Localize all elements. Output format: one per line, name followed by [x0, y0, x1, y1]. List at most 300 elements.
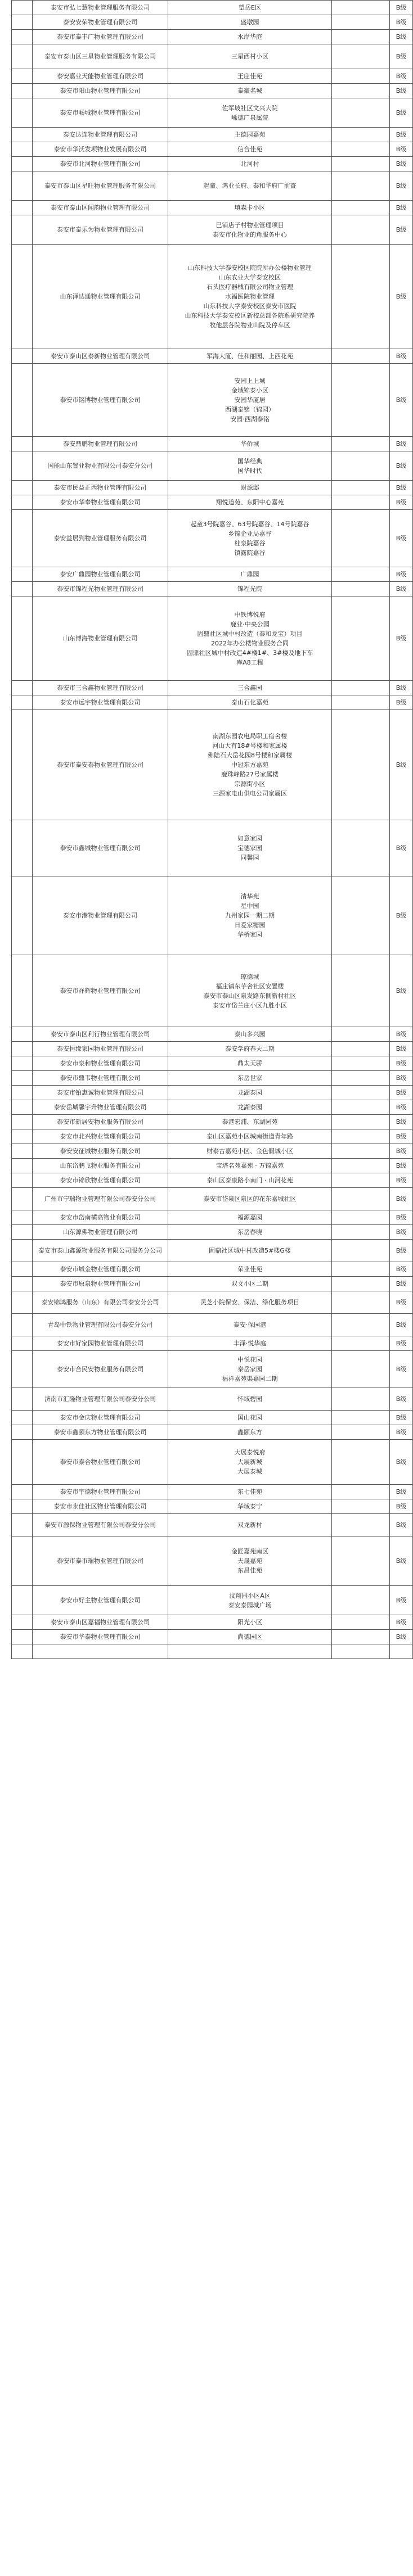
index-cell	[12, 510, 33, 567]
project-cell	[168, 1188, 332, 1210]
table-row	[12, 15, 413, 30]
project-cell	[168, 1159, 332, 1173]
company-name-cell: 泰安恒缘家园物业管理有限公司	[33, 1042, 168, 1056]
index-cell	[12, 681, 33, 695]
blank-cell	[332, 1499, 390, 1514]
index-cell	[12, 695, 33, 710]
blank-cell	[332, 1027, 390, 1042]
project-cell	[168, 84, 332, 98]
project-name: 国山花园	[237, 1414, 262, 1421]
project-name: 2022年办公楼物业服务合同	[211, 639, 289, 647]
index-cell	[12, 1225, 33, 1240]
index-cell	[12, 1291, 33, 1314]
table-row	[12, 98, 413, 128]
project-name: 锦程光院	[237, 585, 262, 593]
blank-cell	[332, 1173, 390, 1188]
project-name: 乡锦企业局嘉谷	[228, 530, 272, 537]
project-name: 宝德家园	[237, 844, 262, 852]
project-cell	[168, 437, 332, 451]
company-name-cell: 泰安市好家园物业管理有限公司	[33, 1336, 168, 1351]
project-name: 佐军坡社区文兴大院	[222, 104, 278, 112]
blank-cell	[332, 245, 390, 349]
blank-cell	[332, 582, 390, 596]
table-row	[12, 44, 413, 69]
project-name: 丰泽·悦华庭	[233, 1340, 267, 1347]
project-cell	[168, 481, 332, 495]
project-cell	[168, 1499, 332, 1514]
project-name: 填森卡小区	[234, 204, 266, 211]
project-name: 北河村	[240, 160, 259, 168]
company-name-cell: 国能山东置业物业有限公司泰安分公司	[33, 451, 168, 481]
table-row	[12, 1262, 413, 1277]
project-name: 泰安市岱兰庄小区九胜小区	[213, 1001, 287, 1009]
project-name: 泰山多兴园	[234, 1031, 266, 1038]
rating-result-cell: B级	[390, 201, 413, 215]
table-row	[12, 1615, 413, 1630]
project-name: 华桥家园	[237, 931, 262, 938]
index-cell	[12, 1, 33, 15]
index-cell	[12, 15, 33, 30]
rating-result-cell: B级	[390, 1630, 413, 1644]
index-cell	[12, 30, 33, 44]
blank-cell	[332, 201, 390, 215]
index-cell	[12, 1615, 33, 1630]
project-name: 鹿珠峰路27号家属楼	[221, 771, 279, 778]
project-cell	[168, 201, 332, 215]
rating-result-cell: B级	[390, 1240, 413, 1262]
table-row	[12, 1100, 413, 1115]
project-cell	[168, 30, 332, 44]
table-row	[12, 1159, 413, 1173]
project-name: 福庄镇东芋舍社区安置楼	[216, 982, 284, 990]
table-row	[12, 510, 413, 567]
company-name-cell: 山东岱鹏飞物业服务有限公司	[33, 1159, 168, 1173]
index-cell	[12, 1027, 33, 1042]
project-name: 起童3号院嘉谷、63号院嘉谷、14号院嘉谷	[190, 520, 309, 528]
project-name: 西湖泰铭（锦园）	[225, 406, 275, 413]
project-name: 泰豪名城	[237, 87, 262, 94]
index-cell	[12, 1336, 33, 1351]
company-name-cell: 泰安市泰山区星旺物业管理服务有限公司	[33, 171, 168, 201]
project-name: 牧他层各院物业山院及停车区	[209, 322, 290, 329]
index-cell	[12, 1210, 33, 1225]
project-cell	[168, 955, 332, 1027]
project-name: 嵊德广泉属院	[231, 114, 268, 121]
company-name-cell: 泰安嘉业天能物业管理有限公司	[33, 69, 168, 84]
project-cell	[168, 1615, 332, 1630]
rating-result-cell: B级	[390, 1277, 413, 1291]
rating-result-cell: B级	[390, 30, 413, 44]
table-row	[12, 364, 413, 437]
index-cell	[12, 1630, 33, 1644]
project-cell	[168, 44, 332, 69]
index-cell	[12, 955, 33, 1027]
project-name: 山东科技大学泰安校区新校总部各院系研究院养	[185, 312, 315, 319]
project-cell	[168, 1644, 332, 1659]
company-name-cell: 泰安市远宇物业管理有限公司	[33, 695, 168, 710]
rating-result-cell: B级	[390, 1100, 413, 1115]
index-cell	[12, 1440, 33, 1485]
project-cell	[168, 596, 332, 681]
rating-result-cell: B级	[390, 215, 413, 245]
project-cell	[168, 1086, 332, 1100]
project-name: 三星西村小区	[231, 53, 268, 60]
blank-cell	[332, 128, 390, 142]
project-cell	[168, 1115, 332, 1129]
project-cell	[168, 1, 332, 15]
table-row	[12, 201, 413, 215]
company-name-cell: 泰安市好主物业管理有限公司	[33, 1586, 168, 1615]
company-name-cell: 山东泽达通物业管理有限公司	[33, 245, 168, 349]
blank-cell	[332, 1644, 390, 1659]
project-name: 起童、鸿业长府、泰和华府厂前查	[203, 182, 297, 189]
project-name: 大展泰城	[237, 1468, 262, 1475]
rating-result-cell: B级	[390, 567, 413, 582]
project-cell	[168, 1411, 332, 1425]
company-name-cell: 泰安市锦欣物业管理有限公司	[33, 1173, 168, 1188]
company-name-cell: 泰安市锦程光物业管理有限公司	[33, 582, 168, 596]
project-cell	[168, 364, 332, 437]
company-name-cell: 山东博海物业管理有限公司	[33, 596, 168, 681]
table-row	[12, 1188, 413, 1210]
table-row	[12, 1056, 413, 1071]
blank-cell	[332, 1388, 390, 1411]
company-name-cell: 泰安市城金物业管理有限公司	[33, 1262, 168, 1277]
project-cell	[168, 171, 332, 201]
rating-result-cell: B级	[390, 955, 413, 1027]
project-name: 国华时代	[237, 467, 262, 474]
project-name: 翔悦道苑、东阳中心嘉苑	[216, 499, 284, 506]
table-row	[12, 451, 413, 481]
rating-result-cell: B级	[390, 481, 413, 495]
index-cell	[12, 1159, 33, 1173]
company-name-cell: 泰安市畅城物业管理有限公司	[33, 98, 168, 128]
company-name-cell: 泰安市岱南横高物业有限公司	[33, 1210, 168, 1225]
table-row	[12, 1225, 413, 1240]
rating-result-cell: B级	[390, 710, 413, 820]
table-row	[12, 1210, 413, 1225]
project-name: 泰山石化嘉苑	[231, 699, 268, 706]
project-name: 天晟嘉苑	[237, 1557, 262, 1565]
blank-cell	[332, 510, 390, 567]
table-row	[12, 1129, 413, 1144]
project-name: 泰安学府春天二期	[225, 1045, 275, 1052]
table-row	[12, 1042, 413, 1056]
project-cell	[168, 681, 332, 695]
company-name-cell: 泰安市泰市瑞物业管理有限公司	[33, 1536, 168, 1586]
blank-cell	[332, 710, 390, 820]
project-cell	[168, 1071, 332, 1086]
company-name-cell	[33, 1644, 168, 1659]
rating-result-cell: B级	[390, 142, 413, 157]
table-row	[12, 481, 413, 495]
table-row	[12, 1630, 413, 1644]
project-name: 华域泰宁	[237, 1503, 262, 1510]
project-name: 龙湖泰园	[237, 1104, 262, 1111]
rating-result-cell: B级	[390, 1129, 413, 1144]
table-row	[12, 1440, 413, 1485]
table-row	[12, 245, 413, 349]
index-cell	[12, 567, 33, 582]
project-name: 盛墩园	[240, 19, 259, 26]
company-name-cell: 广州市宁瑞物业管理有限公司泰安分公司	[33, 1188, 168, 1210]
project-name: 库A8工程	[236, 658, 263, 666]
project-name: 泰山区泰康路小南门 · 山河花苑	[206, 1177, 293, 1184]
project-name: 财泰古嘉苑小区、金色假城小区	[206, 1147, 293, 1155]
company-name-cell: 泰安市新居安物业服务有限公司	[33, 1115, 168, 1129]
project-name: 镇露院嘉谷	[234, 549, 266, 557]
blank-cell	[332, 1115, 390, 1129]
project-name: 泰安·保园港	[233, 1321, 267, 1328]
blank-cell	[332, 1314, 390, 1336]
project-name: 泰山区嘉苑小区城南街道青年路	[206, 1133, 293, 1140]
index-cell	[12, 1425, 33, 1440]
company-name-cell: 泰安锦鸿服务（山东）有限公司泰安分公司	[33, 1291, 168, 1314]
blank-cell	[332, 695, 390, 710]
blank-cell	[332, 1630, 390, 1644]
project-name: 固鼎社区城中村改造5#楼G楼	[209, 1247, 291, 1254]
blank-cell	[332, 1277, 390, 1291]
project-name: 已铺店子村物业管理项目	[216, 221, 284, 229]
project-name: 中铁博悦府	[234, 611, 266, 618]
project-name: 泰安市化物业的角服务中心	[213, 231, 287, 238]
rating-result-cell: B级	[390, 1262, 413, 1277]
company-name-cell: 泰安市源保物业管理有限公司泰安分公司	[33, 1514, 168, 1536]
company-name-cell: 泰安安荣物业管理有限公司	[33, 15, 168, 30]
blank-cell	[332, 1210, 390, 1225]
table-row	[12, 349, 413, 364]
rating-result-cell: B级	[390, 1291, 413, 1314]
rating-table	[11, 0, 413, 1659]
company-name-cell: 泰安市鑫颐东方物业管理有限公司	[33, 1425, 168, 1440]
project-name: 汶翔园小区A区	[229, 1592, 271, 1599]
company-name-cell: 泰安益居到物业管理服务有限公司	[33, 510, 168, 567]
project-cell	[168, 710, 332, 820]
blank-cell	[332, 1042, 390, 1056]
company-name-cell: 泰安市泰乐为物业管理有限公司	[33, 215, 168, 245]
project-cell	[168, 510, 332, 567]
project-cell	[168, 495, 332, 510]
project-cell	[168, 1440, 332, 1485]
company-name-cell: 泰安鼎鹏物业管理有限公司	[33, 437, 168, 451]
blank-cell	[332, 1240, 390, 1262]
rating-result-cell: B级	[390, 84, 413, 98]
blank-cell	[332, 44, 390, 69]
blank-cell	[332, 1071, 390, 1086]
project-cell	[168, 142, 332, 157]
rating-result-cell: B级	[390, 44, 413, 69]
project-name: 山东科技大学泰安校区院院所办公楼物业管理	[188, 264, 312, 272]
rating-result-cell: B级	[390, 15, 413, 30]
table-row	[12, 437, 413, 451]
rating-result-cell: B级	[390, 1042, 413, 1056]
project-name: 灵芝小院保安、保洁、绿化服务项目	[200, 1299, 299, 1306]
project-name: 安园上上城	[234, 377, 266, 385]
index-cell	[12, 582, 33, 596]
project-name: 固鼎社区城中村改造4#楼1#、3#楼及地下车	[186, 649, 313, 657]
company-name-cell: 泰安市宇德物业管理有限公司	[33, 1485, 168, 1499]
index-cell	[12, 171, 33, 201]
blank-cell	[332, 15, 390, 30]
index-cell	[12, 1100, 33, 1115]
table-row	[12, 596, 413, 681]
rating-result-cell: B级	[390, 1086, 413, 1100]
rating-result-cell: B级	[390, 1425, 413, 1440]
index-cell	[12, 69, 33, 84]
index-cell	[12, 1262, 33, 1277]
index-cell	[12, 128, 33, 142]
rating-result-cell: B级	[390, 1388, 413, 1411]
project-cell	[168, 695, 332, 710]
index-cell	[12, 44, 33, 69]
blank-cell	[332, 1100, 390, 1115]
project-cell	[168, 1225, 332, 1240]
blank-cell	[332, 1056, 390, 1071]
table-row	[12, 1644, 413, 1659]
project-cell	[168, 157, 332, 171]
blank-cell	[332, 1, 390, 15]
rating-result-cell: B级	[390, 1411, 413, 1425]
company-name-cell: 泰安市原泉物业管理有限公司	[33, 1277, 168, 1291]
table-row	[12, 1336, 413, 1351]
blank-cell	[332, 1159, 390, 1173]
project-name: 泰安市泰山区泉发路东侧新村社区	[203, 992, 297, 1000]
company-name-cell: 泰安市金庆物业管理有限公司	[33, 1411, 168, 1425]
project-cell	[168, 1042, 332, 1056]
table-row	[12, 1240, 413, 1262]
project-name: 望岳E区	[239, 4, 261, 11]
index-cell	[12, 1086, 33, 1100]
rating-result-cell: B级	[390, 364, 413, 437]
index-cell	[12, 157, 33, 171]
project-name: 固鼎社区城中村改造（泰和龙宝）项目	[197, 630, 303, 638]
company-name-cell: 泰安市北兴物业管理有限公司	[33, 1129, 168, 1144]
index-cell	[12, 1485, 33, 1499]
rating-result-cell: B级	[390, 98, 413, 128]
table-row	[12, 582, 413, 596]
blank-cell	[332, 1411, 390, 1425]
table-row	[12, 215, 413, 245]
company-name-cell: 泰安市永佳社区物业管理有限公司	[33, 1499, 168, 1514]
index-cell	[12, 1411, 33, 1425]
project-cell	[168, 1144, 332, 1159]
rating-result-cell: B级	[390, 1440, 413, 1485]
rating-result-cell: B级	[390, 1115, 413, 1129]
project-cell	[168, 1100, 332, 1115]
blank-cell	[332, 142, 390, 157]
index-cell	[12, 1240, 33, 1262]
table-row	[12, 1314, 413, 1336]
project-name: 华侨城	[240, 440, 259, 448]
index-cell	[12, 142, 33, 157]
table-row	[12, 1514, 413, 1536]
project-cell	[168, 1210, 332, 1225]
rating-result-cell: B级	[390, 1144, 413, 1159]
index-cell	[12, 215, 33, 245]
company-name-cell: 泰安市泰山区泰新物业管理有限公司	[33, 349, 168, 364]
project-name: 东岳世家	[237, 1074, 262, 1082]
company-name-cell: 泰安市泰山区三星物业管理服务有限公司	[33, 44, 168, 69]
project-cell	[168, 349, 332, 364]
blank-cell	[332, 1291, 390, 1314]
project-name: 石头医疗器械有限公司物业管理	[206, 283, 293, 291]
rating-result-cell: B级	[390, 495, 413, 510]
table-row	[12, 1536, 413, 1586]
rating-result-cell: B级	[390, 596, 413, 681]
project-cell	[168, 1536, 332, 1586]
company-name-cell: 山东源佛物业管理有限公司	[33, 1225, 168, 1240]
table-row	[12, 1425, 413, 1440]
project-cell	[168, 1262, 332, 1277]
rating-result-cell: B级	[390, 582, 413, 596]
table-row	[12, 1291, 413, 1314]
project-cell	[168, 128, 332, 142]
table-row	[12, 1586, 413, 1615]
blank-cell	[332, 495, 390, 510]
rating-result-cell: B级	[390, 437, 413, 451]
project-name: 宗源街小区	[234, 780, 266, 788]
project-cell	[168, 1056, 332, 1071]
project-name: 山东科技大学泰安校区泰安市医院	[203, 302, 297, 310]
table-row	[12, 69, 413, 84]
project-cell	[168, 1277, 332, 1291]
rating-result-cell: B级	[390, 510, 413, 567]
table-row	[12, 157, 413, 171]
project-name: 日爱家糖园	[234, 921, 266, 929]
index-cell	[12, 1277, 33, 1291]
rating-result-cell: B级	[390, 1615, 413, 1630]
blank-cell	[332, 1586, 390, 1615]
blank-cell	[332, 364, 390, 437]
rating-result-cell: B级	[390, 820, 413, 876]
table-row	[12, 495, 413, 510]
project-cell	[168, 69, 332, 84]
rating-result-cell: B级	[390, 1336, 413, 1351]
index-cell	[12, 1586, 33, 1615]
index-cell	[12, 1071, 33, 1086]
table-row	[12, 142, 413, 157]
index-cell	[12, 1144, 33, 1159]
blank-cell	[332, 1086, 390, 1100]
project-name: 国华经典	[237, 457, 262, 465]
index-cell	[12, 1042, 33, 1056]
project-name: 中冠东方嘉苑	[231, 761, 268, 769]
rating-result-cell: B级	[390, 1314, 413, 1336]
project-name: 荣业佳苑	[237, 1266, 262, 1273]
rating-result-cell: B级	[390, 681, 413, 695]
blank-cell	[332, 1615, 390, 1630]
project-cell	[168, 451, 332, 481]
company-name-cell: 泰安市华泰物业管理有限公司	[33, 1630, 168, 1644]
company-name-cell: 泰安市弘七慧物业管理服务有限公司	[33, 1, 168, 15]
project-name: 广鼎园	[240, 571, 259, 578]
blank-cell	[332, 451, 390, 481]
rating-result-cell: B级	[390, 1188, 413, 1210]
company-name-cell: 泰安市泰山区嘉福物业管理有限公司	[33, 1615, 168, 1630]
blank-cell	[332, 681, 390, 695]
project-name: 星中园	[240, 902, 259, 910]
company-name-cell: 泰安市铂惠诚物业管理有限公司	[33, 1086, 168, 1100]
table-row	[12, 876, 413, 955]
project-name: 泰港宏浦、东湖园苑	[222, 1118, 278, 1126]
project-cell	[168, 1388, 332, 1411]
project-name: 双文小区二期	[231, 1280, 268, 1287]
project-name: 山东农业大学泰安校区	[219, 274, 281, 281]
project-name: 军海大厦、佳和丽园、上西花苑	[206, 352, 293, 360]
company-name-cell: 泰安市华奉物业管理有限公司	[33, 495, 168, 510]
table-row	[12, 1027, 413, 1042]
project-cell	[168, 15, 332, 30]
